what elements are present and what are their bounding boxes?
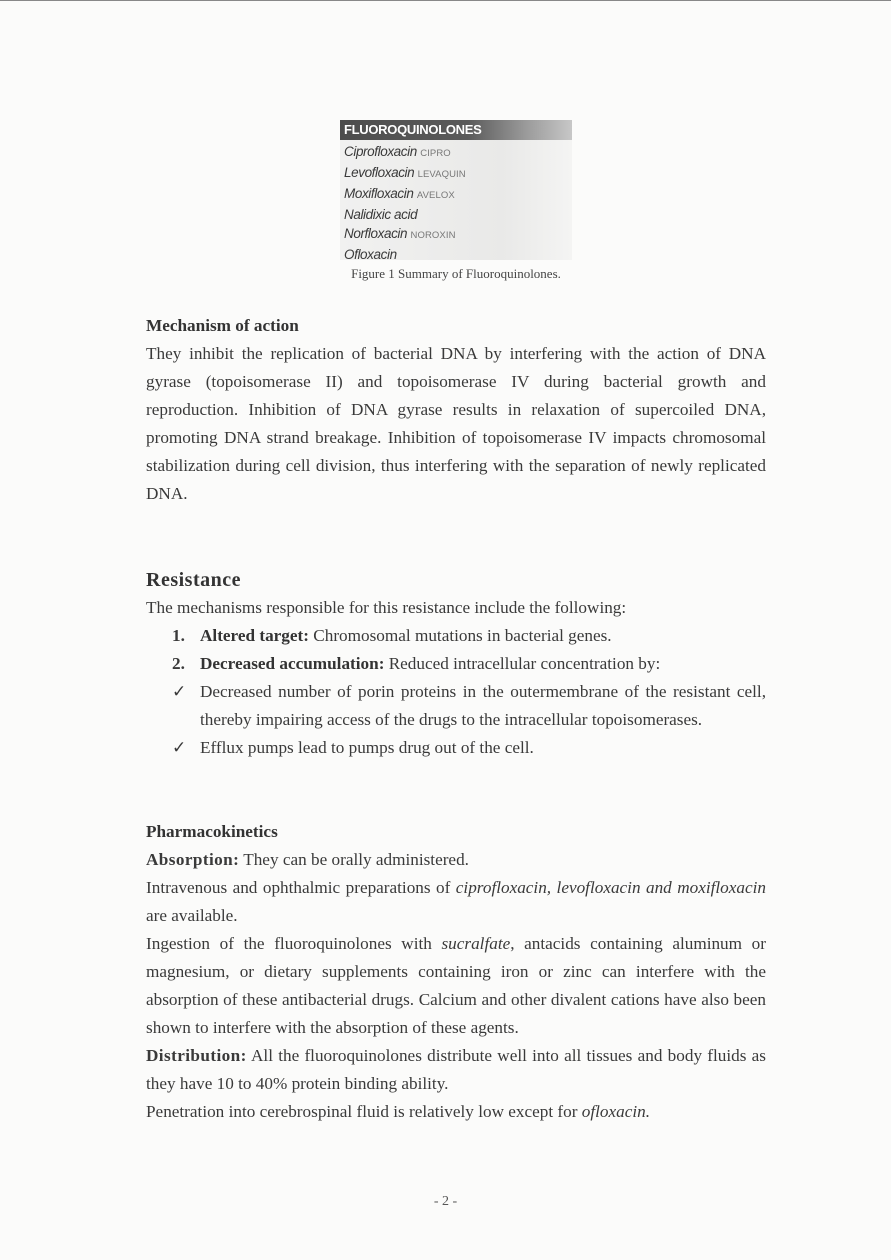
drug-item: Norfloxacin NOROXIN bbox=[344, 226, 456, 241]
mechanism-heading: Mechanism of action bbox=[146, 316, 299, 335]
page-number: - 2 - bbox=[433, 1194, 458, 1209]
csf-paragraph: Penetration into cerebrospinal fluid is relatively low except for ofloxacin. bbox=[146, 1102, 651, 1121]
absorption-paragraph: Absorption: They can be orally administered. bbox=[146, 850, 469, 869]
check-item: ✓ Decreased number of porin proteins in the outermembrane of the resistant cell, thereby impairing access of the drugs to the intracellular topoisomerases. bbox=[146, 678, 766, 734]
resistance-item: 1. Altered target: Chromosomal mutations in bacterial genes. bbox=[172, 626, 612, 645]
ingestion-paragraph: Ingestion of the fluoroquinolones with sucralfate, antacids containing aluminum or magnesium, or dietary supplements containing iron or zinc can interfere with the absorption of these antibacterial drugs. Calcium and other divalent cations have also been shown to interfere with the absorption of these agents. bbox=[146, 934, 766, 1037]
resistance-item: 2. Decreased accumulation: Reduced intracellular concentration by: bbox=[172, 654, 661, 673]
figure-header: FLUOROQUINOLONES bbox=[340, 120, 572, 140]
figure-1 bbox=[340, 120, 572, 282]
check-item: ✓ Efflux pumps lead to pumps drug out of the cell. bbox=[146, 734, 766, 762]
resistance-intro: The mechanisms responsible for this resistance include the following: bbox=[146, 598, 627, 617]
pharmacokinetics-section bbox=[146, 818, 766, 1126]
drug-item: Nalidixic acid bbox=[344, 207, 418, 222]
mechanism-section bbox=[146, 312, 766, 508]
drug-item: Ofloxacin bbox=[344, 247, 397, 262]
drug-item: Ciprofloxacin CIPRO bbox=[344, 144, 451, 159]
fluoroquinolones-summary-table bbox=[340, 120, 572, 260]
drug-list bbox=[340, 140, 572, 264]
mechanism-body: They inhibit the replication of bacterial DNA by interfering with the action of DNA gyrase (topoisomerase II) and topoisomerase IV during bacterial growth and reproduction. Inhibition of DNA gyrase results in relaxation of supercoiled DNA, promoting DNA strand breakage. Inhibition of topoisomerase IV impacts chromosomal stabilization during cell division, thus interfering with the separation of newly replicated DNA. bbox=[146, 344, 766, 503]
resistance-section bbox=[146, 566, 766, 762]
resistance-heading: Resistance bbox=[146, 569, 241, 591]
figure-caption: Figure 1 Summary of Fluoroquinolones. bbox=[351, 266, 561, 281]
drug-item: Moxifloxacin AVELOX bbox=[344, 186, 455, 201]
scan-edge-line bbox=[0, 0, 891, 1]
pharmacokinetics-heading: Pharmacokinetics bbox=[146, 822, 278, 841]
checkmark-icon: ✓ bbox=[172, 682, 187, 701]
distribution-paragraph: Distribution: All the fluoroquinolones distribute well into all tissues and body fluids as they have 10 to 40% protein binding ability. bbox=[146, 1046, 766, 1093]
iv-paragraph: Intravenous and ophthalmic preparations of ciprofloxacin, levofloxacin and moxifloxacin are available. bbox=[146, 878, 766, 925]
checkmark-icon: ✓ bbox=[172, 738, 187, 757]
drug-item: Levofloxacin LEVAQUIN bbox=[344, 165, 466, 180]
